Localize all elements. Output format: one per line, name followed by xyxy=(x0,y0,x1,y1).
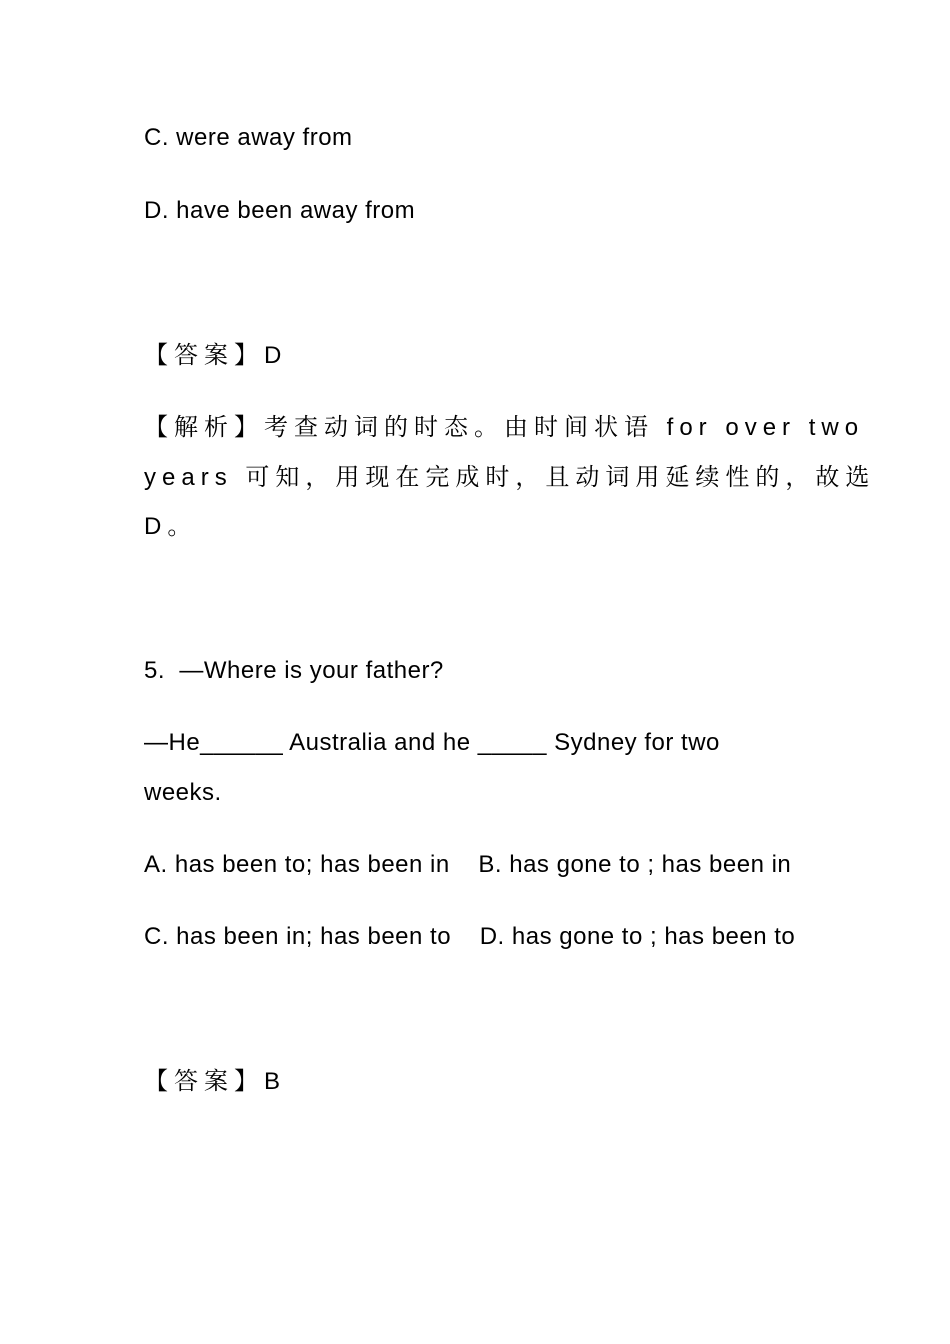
question-stem: 5. —Where is your father? xyxy=(144,657,444,684)
question-stem: —He______ Australia and he _____ Sydney for two xyxy=(144,729,720,756)
question-stem: weeks. xyxy=(144,779,222,806)
option-c: C. were away from xyxy=(144,124,353,151)
options-cd: C. has been in; has been to D. has gone to ; has been to xyxy=(144,923,796,950)
options-ab: A. has been to; has been in B. has gone to ; has been in xyxy=(144,851,792,878)
analysis-line: 【解析】考查动词的时态。由时间状语 for over two xyxy=(144,414,865,441)
analysis-line: years 可知，用现在完成时，且动词用延续性的，故选 xyxy=(144,464,876,491)
answer-label: 【答案】B xyxy=(144,1068,287,1095)
analysis-line: D。 xyxy=(144,513,198,540)
option-d: D. have been away from xyxy=(144,197,416,224)
answer-label: 【答案】D xyxy=(144,342,288,369)
